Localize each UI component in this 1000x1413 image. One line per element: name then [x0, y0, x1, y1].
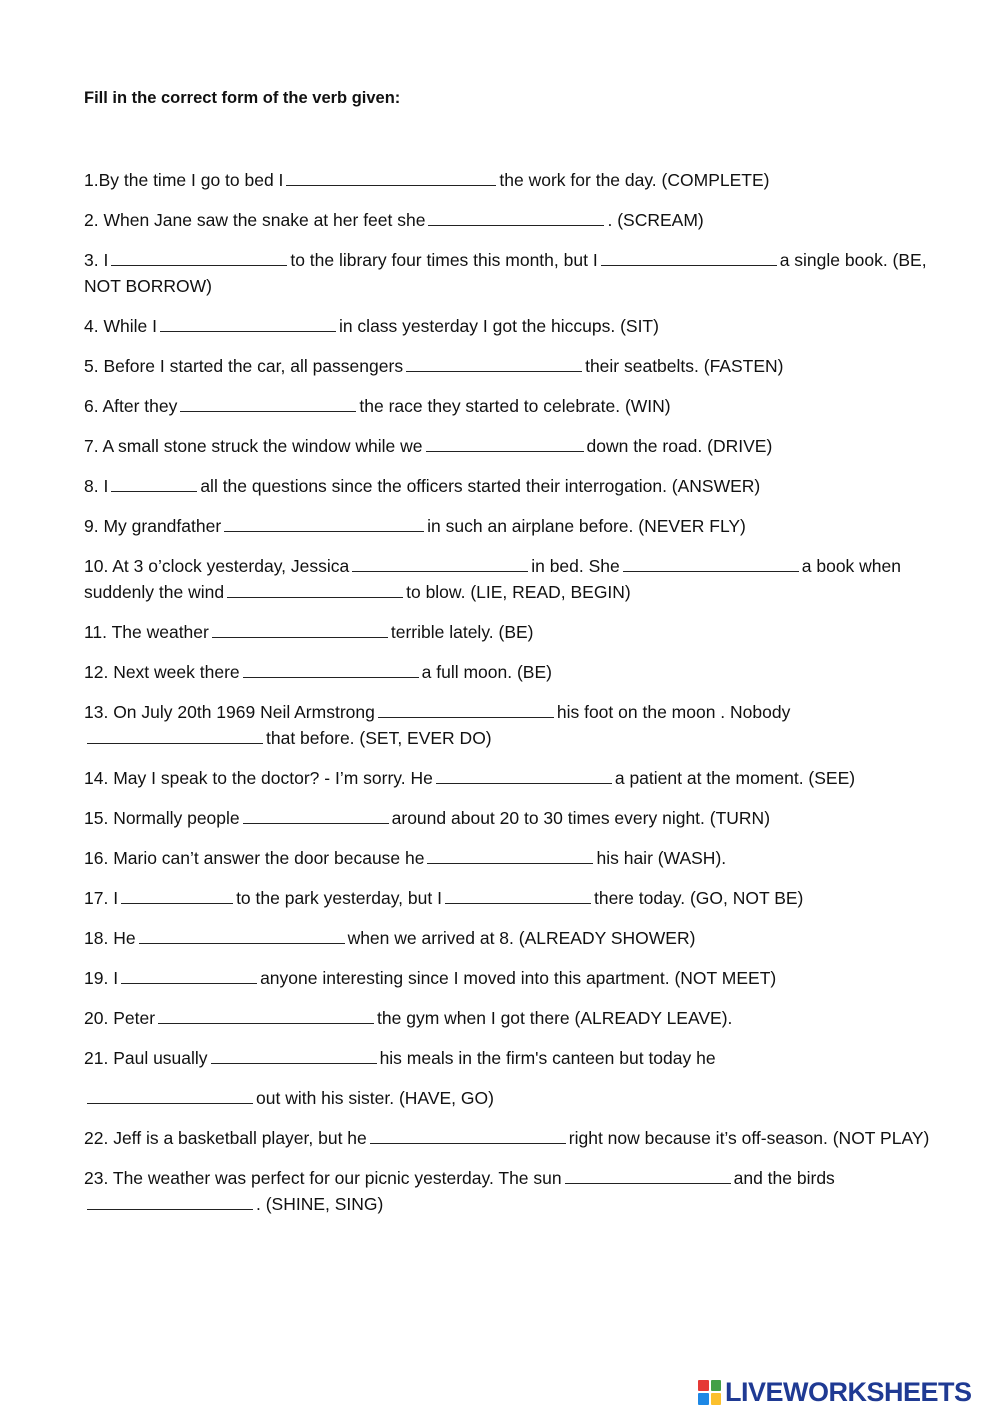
exercise-text: a full moon. (BE) — [421, 662, 552, 682]
exercise-text: to blow. (LIE, READ, BEGIN) — [406, 582, 631, 602]
answer-blank[interactable] — [623, 554, 799, 572]
exercise-text: . (SCREAM) — [607, 210, 704, 230]
exercise-text: their seatbelts. (FASTEN) — [585, 356, 784, 376]
exercise-text: 6. After they — [84, 396, 178, 416]
exercise-text: 7. A small stone struck the window while we — [84, 436, 423, 456]
exercise-text: the work for the day. (COMPLETE) — [499, 170, 770, 190]
exercise-text: 2. When Jane saw the snake at her feet she — [84, 210, 426, 230]
liveworksheets-logo-icon — [698, 1380, 721, 1405]
answer-blank[interactable] — [224, 514, 424, 532]
exercise-item — [84, 247, 944, 299]
exercise-text: down the road. (DRIVE) — [586, 436, 773, 456]
exercise-text: 4. While I — [84, 316, 157, 336]
exercise-item — [84, 473, 944, 499]
exercise-text: 20. Peter — [84, 1008, 156, 1028]
answer-blank[interactable] — [121, 966, 257, 984]
exercise-text: 19. I — [84, 968, 119, 988]
answer-blank[interactable] — [139, 926, 345, 944]
answer-blank[interactable] — [565, 1166, 731, 1184]
exercise-text: around about 20 to 30 times every night. (TURN) — [391, 808, 771, 828]
exercise-item — [84, 353, 944, 379]
exercise-item — [84, 1045, 944, 1071]
exercise-text: 15. Normally people — [84, 808, 240, 828]
answer-blank[interactable] — [378, 700, 554, 718]
answer-blank[interactable] — [406, 354, 582, 372]
exercise-item — [84, 1165, 944, 1217]
answer-blank[interactable] — [121, 886, 233, 904]
answer-blank[interactable] — [436, 766, 612, 784]
exercise-item — [84, 965, 944, 991]
exercise-item — [84, 393, 944, 419]
exercise-item — [84, 313, 944, 339]
exercise-text: 9. My grandfather — [84, 516, 222, 536]
exercise-item — [84, 805, 944, 831]
answer-blank[interactable] — [227, 580, 403, 598]
exercise-text: his meals in the firm's canteen but today he — [379, 1048, 716, 1068]
exercise-text: 3. I — [84, 250, 109, 270]
exercise-text: to the library four times this month, but I — [290, 250, 598, 270]
exercise-text: 8. I — [84, 476, 109, 496]
exercise-text: terrible lately. (BE) — [390, 622, 534, 642]
answer-blank[interactable] — [352, 554, 528, 572]
exercise-text: 1.By the time I go to bed I — [84, 170, 284, 190]
exercise-text: a single book. (BE, NOT BORROW) — [84, 250, 927, 296]
exercise-text: in class yesterday I got the hiccups. (SIT) — [338, 316, 659, 336]
answer-blank[interactable] — [87, 1086, 253, 1104]
exercise-text: a book when suddenly the wind — [84, 556, 902, 602]
exercise-text: in such an airplane before. (NEVER FLY) — [427, 516, 746, 536]
answer-blank[interactable] — [180, 394, 356, 412]
answer-blank[interactable] — [158, 1006, 374, 1024]
exercise-item — [84, 433, 944, 459]
exercise-item — [84, 553, 944, 605]
exercise-item — [84, 659, 944, 685]
exercise-text: 18. He — [84, 928, 136, 948]
exercise-text: to the park yesterday, but I — [236, 888, 442, 908]
answer-blank[interactable] — [243, 806, 389, 824]
answer-blank[interactable] — [211, 1046, 377, 1064]
exercise-item — [84, 1085, 944, 1111]
exercise-item — [84, 167, 944, 193]
answer-blank[interactable] — [243, 660, 419, 678]
exercise-item — [84, 699, 944, 751]
answer-blank[interactable] — [601, 248, 777, 266]
answer-blank[interactable] — [160, 314, 336, 332]
exercise-item — [84, 925, 944, 951]
exercise-text: the race they started to celebrate. (WIN) — [359, 396, 671, 416]
answer-blank[interactable] — [87, 1192, 253, 1210]
exercise-item — [84, 885, 944, 911]
exercise-text: 16. Mario can’t answer the door because he — [84, 848, 425, 868]
exercise-text: all the questions since the officers started their interrogation. (ANSWER) — [200, 476, 761, 496]
exercise-text: his foot on the moon . Nobody — [556, 702, 791, 722]
exercise-text: 13. On July 20th 1969 Neil Armstrong — [84, 702, 375, 722]
answer-blank[interactable] — [427, 846, 593, 864]
worksheet-title: Fill in the correct form of the verb given: — [84, 89, 401, 107]
exercise-item — [84, 1125, 944, 1151]
exercise-text: 23. The weather was perfect for our picnic yesterday. The sun — [84, 1168, 562, 1188]
answer-blank[interactable] — [286, 168, 496, 186]
answer-blank[interactable] — [370, 1126, 566, 1144]
exercise-item — [84, 513, 944, 539]
exercise-item — [84, 1005, 944, 1031]
exercise-item — [84, 845, 944, 871]
answer-blank[interactable] — [111, 474, 197, 492]
exercise-item — [84, 619, 944, 645]
exercise-text: 17. I — [84, 888, 119, 908]
exercise-text: 21. Paul usually — [84, 1048, 208, 1068]
exercise-text: his hair (WASH). — [596, 848, 727, 868]
brand-name: LIVEWORKSHEETS — [725, 1377, 972, 1407]
answer-blank[interactable] — [445, 886, 591, 904]
answer-blank[interactable] — [212, 620, 388, 638]
answer-blank[interactable] — [428, 208, 604, 226]
exercise-text: a patient at the moment. (SEE) — [614, 768, 856, 788]
exercise-item — [84, 765, 944, 791]
exercise-text: 11. The weather — [84, 622, 209, 642]
exercise-text: anyone interesting since I moved into this apartment. (NOT MEET) — [260, 968, 777, 988]
exercise-text: and the birds — [733, 1168, 835, 1188]
exercise-text: . (SHINE, SING) — [256, 1194, 384, 1214]
exercise-text: when we arrived at 8. (ALREADY SHOWER) — [347, 928, 696, 948]
exercise-list — [84, 167, 944, 1217]
exercise-text: 10. At 3 o’clock yesterday, Jessica — [84, 556, 350, 576]
exercise-text: that before. (SET, EVER DO) — [266, 728, 492, 748]
exercise-text: in bed. She — [531, 556, 620, 576]
exercise-text: right now because it’s off-season. (NOT PLAY) — [568, 1128, 930, 1148]
liveworksheets-logo — [698, 1377, 972, 1407]
exercise-text: there today. (GO, NOT BE) — [593, 888, 804, 908]
exercise-text: 22. Jeff is a basketball player, but he — [84, 1128, 367, 1148]
exercise-text: 14. May I speak to the doctor? - I’m sorry. He — [84, 768, 433, 788]
answer-blank[interactable] — [87, 726, 263, 744]
exercise-text: 12. Next week there — [84, 662, 240, 682]
exercise-text: the gym when I got there (ALREADY LEAVE). — [377, 1008, 733, 1028]
exercise-item — [84, 207, 944, 233]
answer-blank[interactable] — [111, 248, 287, 266]
exercise-text: out with his sister. (HAVE, GO) — [256, 1088, 494, 1108]
answer-blank[interactable] — [426, 434, 584, 452]
exercise-text: 5. Before I started the car, all passengers — [84, 356, 404, 376]
